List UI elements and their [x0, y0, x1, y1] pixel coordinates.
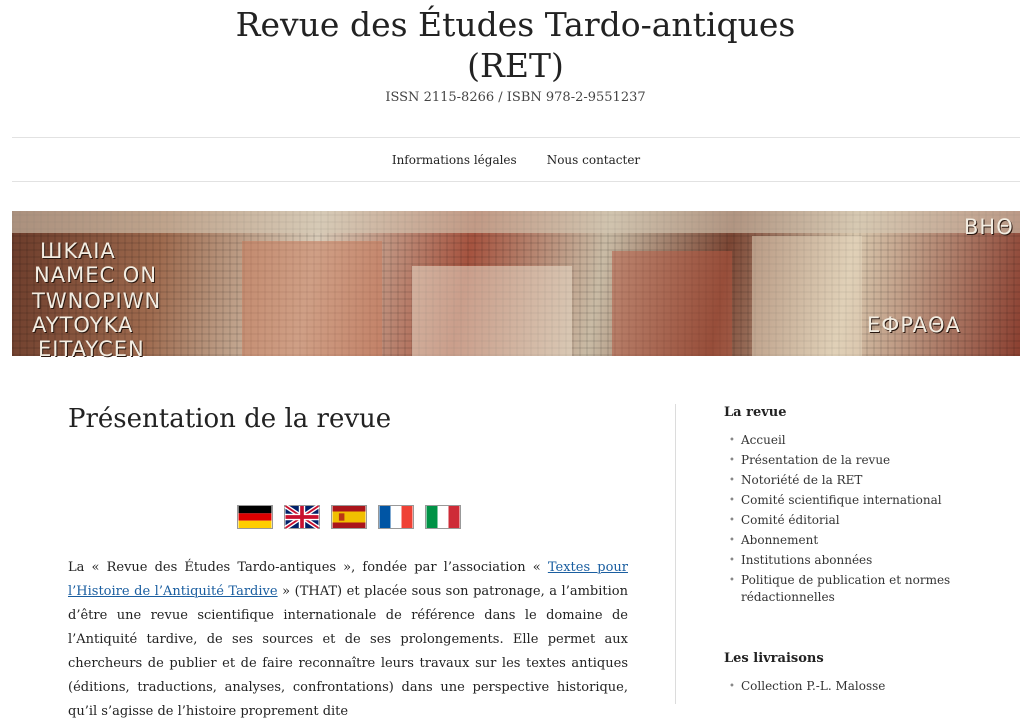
list-item [724, 472, 964, 489]
list-item [724, 572, 964, 606]
list-item [724, 492, 964, 509]
mosaic-word: BHΘ [964, 215, 1014, 239]
language-flags [237, 505, 461, 529]
sidebar-link-comite-editorial[interactable]: Comité éditorial [741, 513, 840, 527]
sidebar-link-abonnement[interactable]: Abonnement [741, 533, 819, 547]
mosaic-band [12, 211, 1020, 233]
list-item [724, 532, 964, 549]
sidebar-link-presentation[interactable]: Présentation de la revue [741, 453, 891, 467]
sidebar-link-notoriete[interactable]: Notoriété de la RET [741, 473, 863, 487]
widget-title: La revue [724, 405, 787, 420]
sidebar-link-accueil[interactable]: Accueil [741, 433, 786, 447]
header-banner-mosaic [12, 211, 1020, 361]
that-association-link[interactable]: Textes pour l’Histoire de l’Antiquité Tardive [68, 560, 628, 599]
mosaic-building [752, 236, 862, 356]
site-title-line2[interactable]: (RET) [467, 46, 564, 85]
mosaic-word: EITAYCEN [38, 337, 145, 361]
main-content [68, 404, 628, 719]
intro-text-start: La « Revue des Études Tardo-antiques », fondée par l’association « [68, 560, 548, 575]
sidebar-link-politique[interactable]: Politique de publication et normes rédactionnelles [741, 573, 951, 604]
mosaic-building [612, 251, 732, 356]
sidebar [724, 405, 964, 693]
nav-item-nous-contacter[interactable]: Nous contacter [546, 152, 641, 167]
list-item [724, 552, 964, 569]
widget-title: Les livraisons [724, 651, 824, 666]
mosaic-building [242, 241, 382, 356]
spanish-flag-icon[interactable] [331, 505, 367, 529]
widget-list [724, 432, 964, 606]
content-divider [675, 404, 676, 704]
italian-flag-icon[interactable] [425, 505, 461, 529]
list-item [724, 452, 964, 469]
site-description: ISSN 2115-8266 / ISBN 978-2-9551237 [385, 90, 646, 105]
list-item [724, 512, 964, 529]
mosaic-word: NAMEC ON [34, 263, 158, 287]
list-item [724, 678, 964, 695]
german-flag-icon[interactable] [237, 505, 273, 529]
sidebar-link-institutions[interactable]: Institutions abonnées [741, 553, 873, 567]
mosaic-word: ШKAIA [40, 239, 116, 263]
uk-flag-icon[interactable] [284, 505, 320, 529]
widget-les-livraisons [724, 651, 964, 698]
mosaic-word: AYTOYKA [32, 313, 134, 337]
sidebar-link-collection-malosse[interactable]: Collection P.-L. Malosse [741, 679, 886, 693]
widget-la-revue [724, 405, 964, 606]
primary-nav [12, 137, 1020, 182]
nav-item-informations-legales[interactable]: Informations légales [391, 152, 517, 167]
intro-text-rest: » (THAT) et placée sous son patronage, a l’ambition d’être une revue scientifique internationale de référence dans le domaine de l’Antiquité tardive, de ses sources et de ses prolongements. Elle permet aux chercheurs de publier et de faire reconnaître leurs travaux sur les textes antiques (éditions, traductions, analyses, confrontations) dans une perspective historique, qu’il s’agisse de l’histoire proprement dite [68, 584, 628, 719]
intro-paragraph [68, 556, 628, 724]
site-title[interactable] [0, 4, 1031, 86]
mosaic-word: EФPAΘA [867, 313, 961, 337]
site-title-line1[interactable]: Revue des Études Tardo-antiques [235, 5, 796, 44]
sidebar-link-comite-scientifique[interactable]: Comité scientifique international [741, 493, 942, 507]
widget-list [724, 678, 964, 695]
page-title: Présentation de la revue [68, 404, 392, 434]
mosaic-building [412, 266, 572, 356]
french-flag-icon[interactable] [378, 505, 414, 529]
mosaic-word: TWNOPIWN [32, 289, 162, 313]
list-item [724, 432, 964, 449]
